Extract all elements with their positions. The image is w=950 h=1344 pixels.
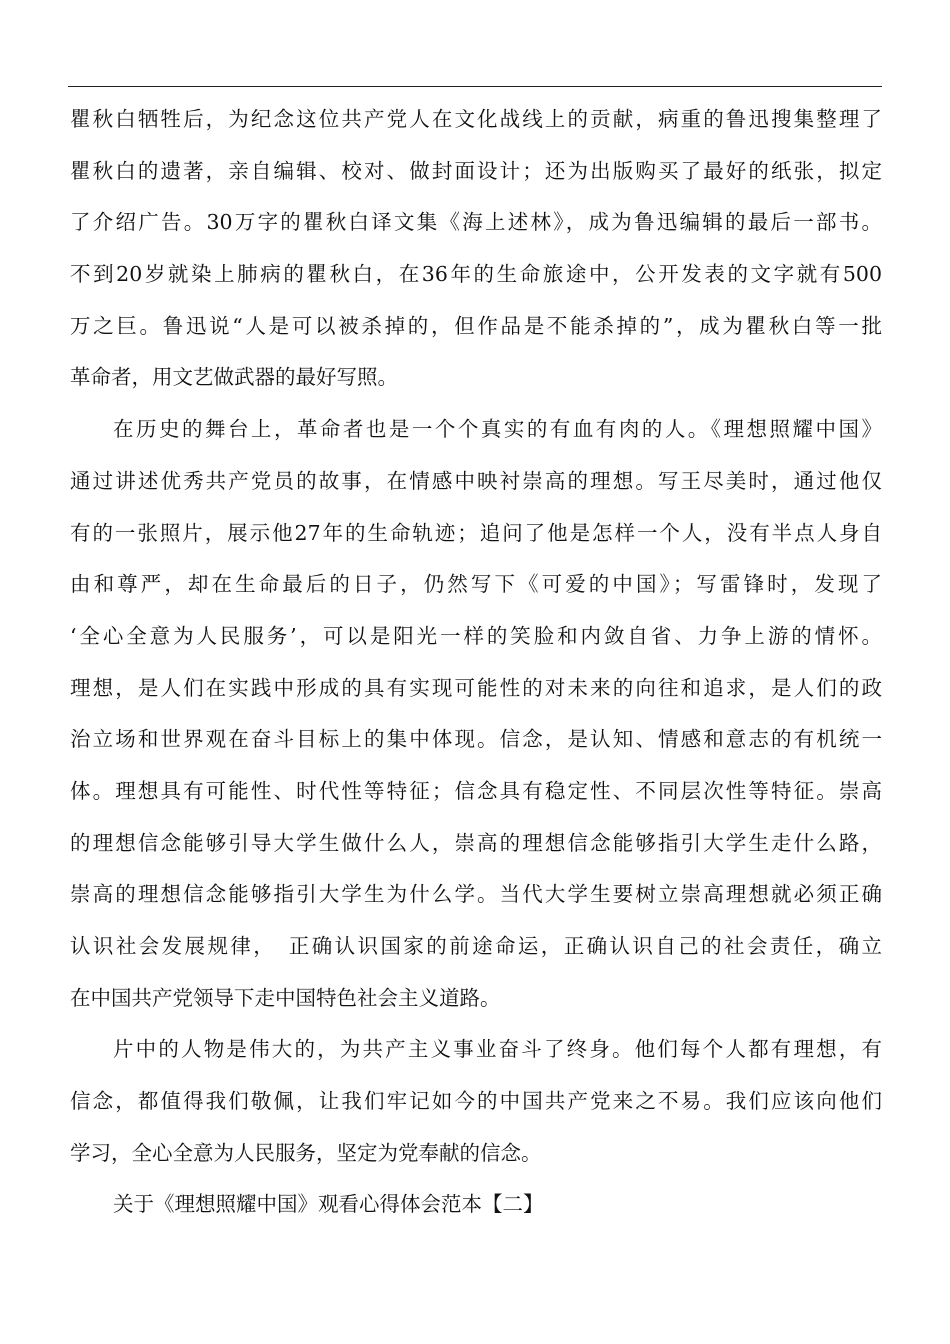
paragraph-1 — [70, 94, 882, 404]
text-line: 在历史的舞台上，革命者也是一个个真实的有血有肉的人。《理想照耀中国》 — [113, 417, 882, 442]
text-line: 通过讲述优秀共产党员的故事，在情感中映衬崇高的理想。写王尽美时，通过他仅 — [70, 468, 882, 493]
text-line: 的理想信念能够引导大学生做什么人，崇高的理想信念能够指引大学生走什么路， — [70, 830, 882, 855]
text-line: 革命者，用文艺做武器的最好写照。 — [70, 365, 398, 390]
text-line: 瞿秋白的遗著，亲自编辑、校对、做封面设计；还为出版购买了最好的纸张，拟定 — [70, 158, 882, 183]
section-heading — [70, 1179, 882, 1231]
text-line: 体。理想具有可能性、时代性等特征；信念具有稳定性、不同层次性等特征。崇高 — [70, 778, 882, 803]
text-line: ‘全心全意为人民服务’，可以是阳光一样的笑脸和内敛自省、力争上游的情怀。 — [70, 623, 882, 648]
text-line: 了介绍广告。30万字的瞿秋白译文集《海上述林》，成为鲁迅编辑的最后一部书。 — [70, 210, 882, 235]
section-title: 关于《理想照耀中国》观看心得体会范本【二】 — [113, 1192, 544, 1217]
text-line: 由和尊严，却在生命最后的日子，仍然写下《可爱的中国》；写雷锋时，发现了 — [70, 572, 882, 597]
text-line: 不到20岁就染上肺病的瞿秋白，在36年的生命旅途中，公开发表的文字就有500 — [70, 262, 882, 287]
paragraph-3 — [70, 1024, 882, 1179]
text-line: 片中的人物是伟大的，为共产主义事业奋斗了终身。他们每个人都有理想，有 — [113, 1037, 882, 1062]
text-line: 学习，全心全意为人民服务，坚定为党奉献的信念。 — [70, 1140, 542, 1165]
text-line: 治立场和世界观在奋斗目标上的集中体现。信念，是认知、情感和意志的有机统一 — [70, 727, 882, 752]
text-line: 崇高的理想信念能够指引大学生为什么学。当代大学生要树立崇高理想就必须正确 — [70, 882, 882, 907]
text-line: 理想，是人们在实践中形成的具有实现可能性的对未来的向往和追求，是人们的政 — [70, 675, 882, 700]
document-body — [70, 94, 882, 1231]
text-line: 有的一张照片，展示他27年的生命轨迹；追问了他是怎样一个人，没有半点人身自 — [70, 520, 882, 545]
text-line: 信念，都值得我们敬佩，让我们牢记如今的中国共产党来之不易。我们应该向他们 — [70, 1089, 882, 1114]
text-line: 认识社会发展规律， 正确认识国家的前途命运，正确认识自己的社会责任，确立 — [70, 934, 882, 958]
text-line: 在中国共产党领导下走中国特色社会主义道路。 — [70, 985, 501, 1010]
text-line: 瞿秋白牺牲后，为纪念这位共产党人在文化战线上的贡献，病重的鲁迅搜集整理了 — [70, 107, 882, 131]
paragraph-2 — [70, 404, 882, 1024]
text-line: 万之巨。鲁迅说“人是可以被杀掉的，但作品是不能杀掉的”，成为瞿秋白等一批 — [70, 313, 882, 338]
header-rule — [68, 86, 882, 87]
